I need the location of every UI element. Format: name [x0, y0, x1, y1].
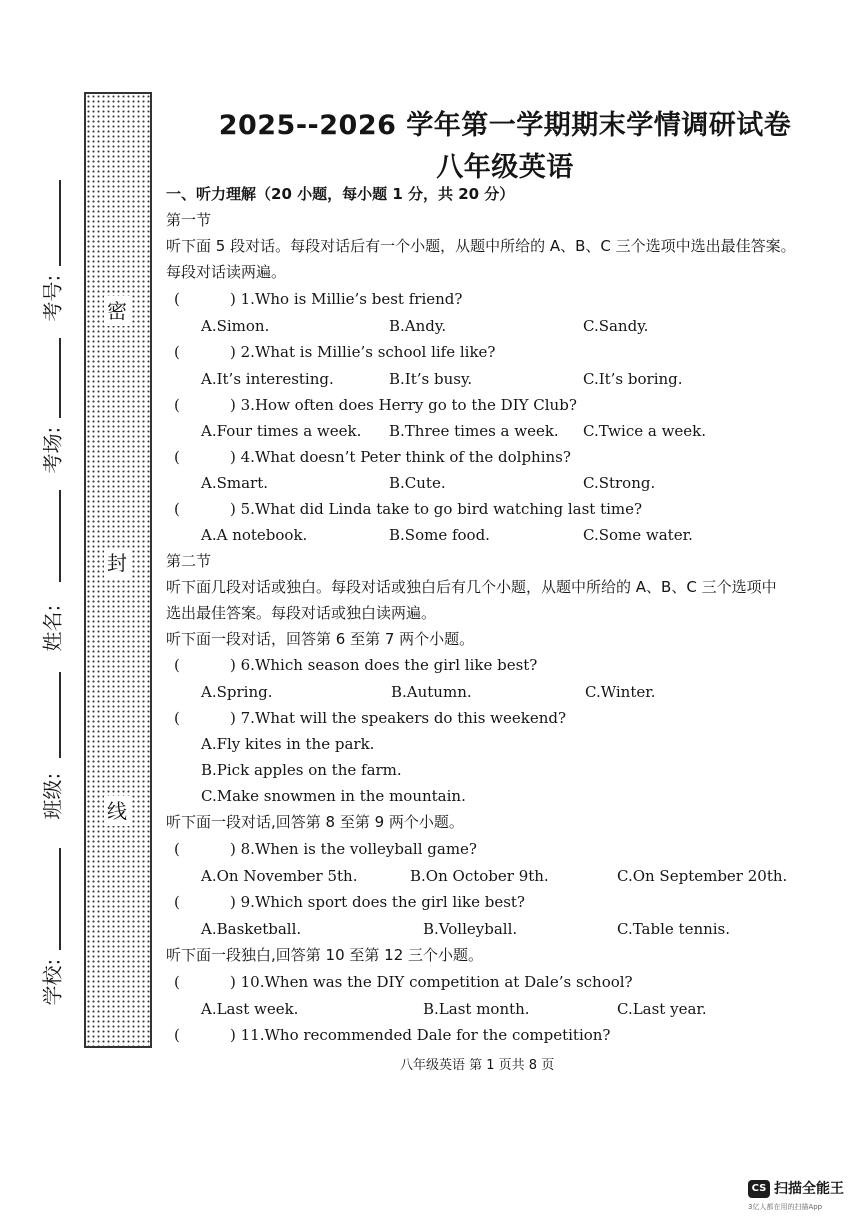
- answer-blank[interactable]: (: [174, 396, 180, 414]
- question-7: ( ) 7.What will the speakers do this weekend?: [174, 709, 567, 727]
- q1-option-a: A.Simon.: [201, 317, 270, 335]
- q1-option-c: C.Sandy.: [583, 317, 649, 335]
- question-11: ( ) 11.Who recommended Dale for the competition?: [174, 1026, 611, 1044]
- q6-option-a: A.Spring.: [201, 683, 273, 701]
- section2-instruction-2: 选出最佳答案。每段对话或独白读两遍。: [166, 604, 437, 622]
- q3-option-a: A.Four times a week.: [201, 422, 362, 440]
- q2-option-c: C.It’s boring.: [583, 370, 683, 388]
- q3-option-b: B.Three times a week.: [389, 422, 559, 440]
- question-2: ( ) 2.What is Millie’s school life like?: [174, 343, 496, 361]
- watermark-tagline: 3亿人都在用的扫描App: [748, 1203, 823, 1211]
- q2-option-a: A.It’s interesting.: [201, 370, 334, 388]
- question-3: ( ) 3.How often does Herry go to the DIY Club?: [174, 396, 577, 414]
- answer-blank[interactable]: (: [174, 709, 180, 727]
- question-stem: 5.What did Linda take to go bird watching last time?: [240, 500, 643, 518]
- exam-subtitle: 八年级英语: [436, 152, 574, 183]
- question-1: ( ) 1.Who is Millie’s best friend?: [174, 290, 463, 308]
- answer-blank[interactable]: (: [174, 1026, 180, 1044]
- part1-heading: 一、听力理解（20 小题，每小题 1 分，共 20 分）: [166, 185, 515, 203]
- seal-char-feng: 封: [104, 548, 130, 578]
- answer-blank[interactable]: (: [174, 656, 180, 674]
- binding-line-kaohao: [59, 180, 61, 266]
- question-stem: 8.When is the volleyball game?: [240, 840, 477, 858]
- field-label-kaochang: 考场:: [40, 426, 65, 474]
- q5-option-c: C.Some water.: [583, 526, 693, 544]
- q4-option-a: A.Smart.: [201, 474, 269, 492]
- question-6: ( ) 6.Which season does the girl like best?: [174, 656, 538, 674]
- section1-instruction-2: 每段对话读两遍。: [166, 263, 287, 281]
- q7-option-a: A.Fly kites in the park.: [201, 735, 375, 753]
- q10-option-b: B.Last month.: [423, 1000, 530, 1018]
- q7-option-c: C.Make snowmen in the mountain.: [201, 787, 466, 805]
- seal-char-mi: 密: [104, 296, 130, 326]
- q9-option-c: C.Table tennis.: [617, 920, 731, 938]
- answer-blank[interactable]: (: [174, 840, 180, 858]
- binding-line-banji: [59, 672, 61, 758]
- question-8: ( ) 8.When is the volleyball game?: [174, 840, 477, 858]
- q4-option-b: B.Cute.: [389, 474, 446, 492]
- question-stem: 9.Which sport does the girl like best?: [240, 893, 525, 911]
- question-stem: 7.What will the speakers do this weekend?: [240, 709, 567, 727]
- q2-option-b: B.It’s busy.: [389, 370, 473, 388]
- q5-option-b: B.Some food.: [389, 526, 490, 544]
- q9-option-a: A.Basketball.: [201, 920, 302, 938]
- q8-option-c: C.On September 20th.: [617, 867, 788, 885]
- answer-blank[interactable]: (: [174, 290, 180, 308]
- answer-blank[interactable]: (: [174, 343, 180, 361]
- question-5: ( ) 5.What did Linda take to go bird watching last time?: [174, 500, 643, 518]
- q6-option-b: B.Autumn.: [391, 683, 472, 701]
- q9-option-b: B.Volleyball.: [423, 920, 518, 938]
- section1-label: 第一节: [166, 211, 212, 229]
- question-stem: 1.Who is Millie’s best friend?: [240, 290, 463, 308]
- seal-char-xian: 线: [104, 796, 130, 826]
- sub-intro-10-12: 听下面一段独白,回答第 10 至第 12 三个小题。: [166, 946, 484, 964]
- q10-option-c: C.Last year.: [617, 1000, 707, 1018]
- question-stem: 11.Who recommended Dale for the competition?: [240, 1026, 611, 1044]
- q10-option-a: A.Last week.: [201, 1000, 299, 1018]
- q7-option-b: B.Pick apples on the farm.: [201, 761, 402, 779]
- q1-option-b: B.Andy.: [389, 317, 447, 335]
- section2-label: 第二节: [166, 552, 212, 570]
- q4-option-c: C.Strong.: [583, 474, 656, 492]
- binding-line-xingming: [59, 490, 61, 582]
- question-10: ( ) 10.When was the DIY competition at Dale’s school?: [174, 973, 633, 991]
- q6-option-c: C.Winter.: [585, 683, 656, 701]
- answer-blank[interactable]: (: [174, 893, 180, 911]
- section1-instruction-1: 听下面 5 段对话。每段对话后有一个小题，从题中所给的 A、B、C 三个选项中选出最佳答案。: [166, 237, 796, 255]
- sub-intro-8-9: 听下面一段对话,回答第 8 至第 9 两个小题。: [166, 813, 464, 831]
- answer-blank[interactable]: (: [174, 500, 180, 518]
- page-footer: 八年级英语 第 1 页共 8 页: [400, 1058, 555, 1073]
- question-stem: 10.When was the DIY competition at Dale’s school?: [240, 973, 633, 991]
- answer-blank[interactable]: (: [174, 973, 180, 991]
- field-label-kaohao: 考号:: [40, 274, 65, 322]
- field-label-xuexiao: 学校:: [40, 958, 65, 1006]
- question-9: ( ) 9.Which sport does the girl like best?: [174, 893, 525, 911]
- camscanner-logo-icon: CS: [748, 1180, 770, 1198]
- question-stem: 2.What is Millie’s school life like?: [240, 343, 496, 361]
- question-stem: 4.What doesn’t Peter think of the dolphins?: [240, 448, 571, 466]
- question-stem: 6.Which season does the girl like best?: [240, 656, 538, 674]
- q8-option-b: B.On October 9th.: [410, 867, 549, 885]
- scanner-watermark: [748, 1180, 858, 1220]
- q3-option-c: C.Twice a week.: [583, 422, 707, 440]
- q5-option-a: A.A notebook.: [201, 526, 308, 544]
- binding-line-xuexiao: [59, 848, 61, 950]
- field-label-banji: 班级:: [40, 772, 65, 820]
- field-label-xingming: 姓名:: [40, 604, 65, 652]
- sub-intro-6-7: 听下面一段对话，回答第 6 至第 7 两个小题。: [166, 630, 475, 648]
- watermark-app-name: 扫描全能王: [774, 1181, 844, 1197]
- q8-option-a: A.On November 5th.: [201, 867, 358, 885]
- exam-title: 2025--2026 学年第一学期期末学情调研试卷: [218, 110, 792, 141]
- section2-instruction-1: 听下面几段对话或独白。每段对话或独白后有几个小题，从题中所给的 A、B、C 三个选项中: [166, 578, 777, 596]
- question-stem: 3.How often does Herry go to the DIY Club?: [240, 396, 577, 414]
- answer-blank[interactable]: (: [174, 448, 180, 466]
- question-4: ( ) 4.What doesn’t Peter think of the dolphins?: [174, 448, 571, 466]
- binding-line-kaochang: [59, 338, 61, 418]
